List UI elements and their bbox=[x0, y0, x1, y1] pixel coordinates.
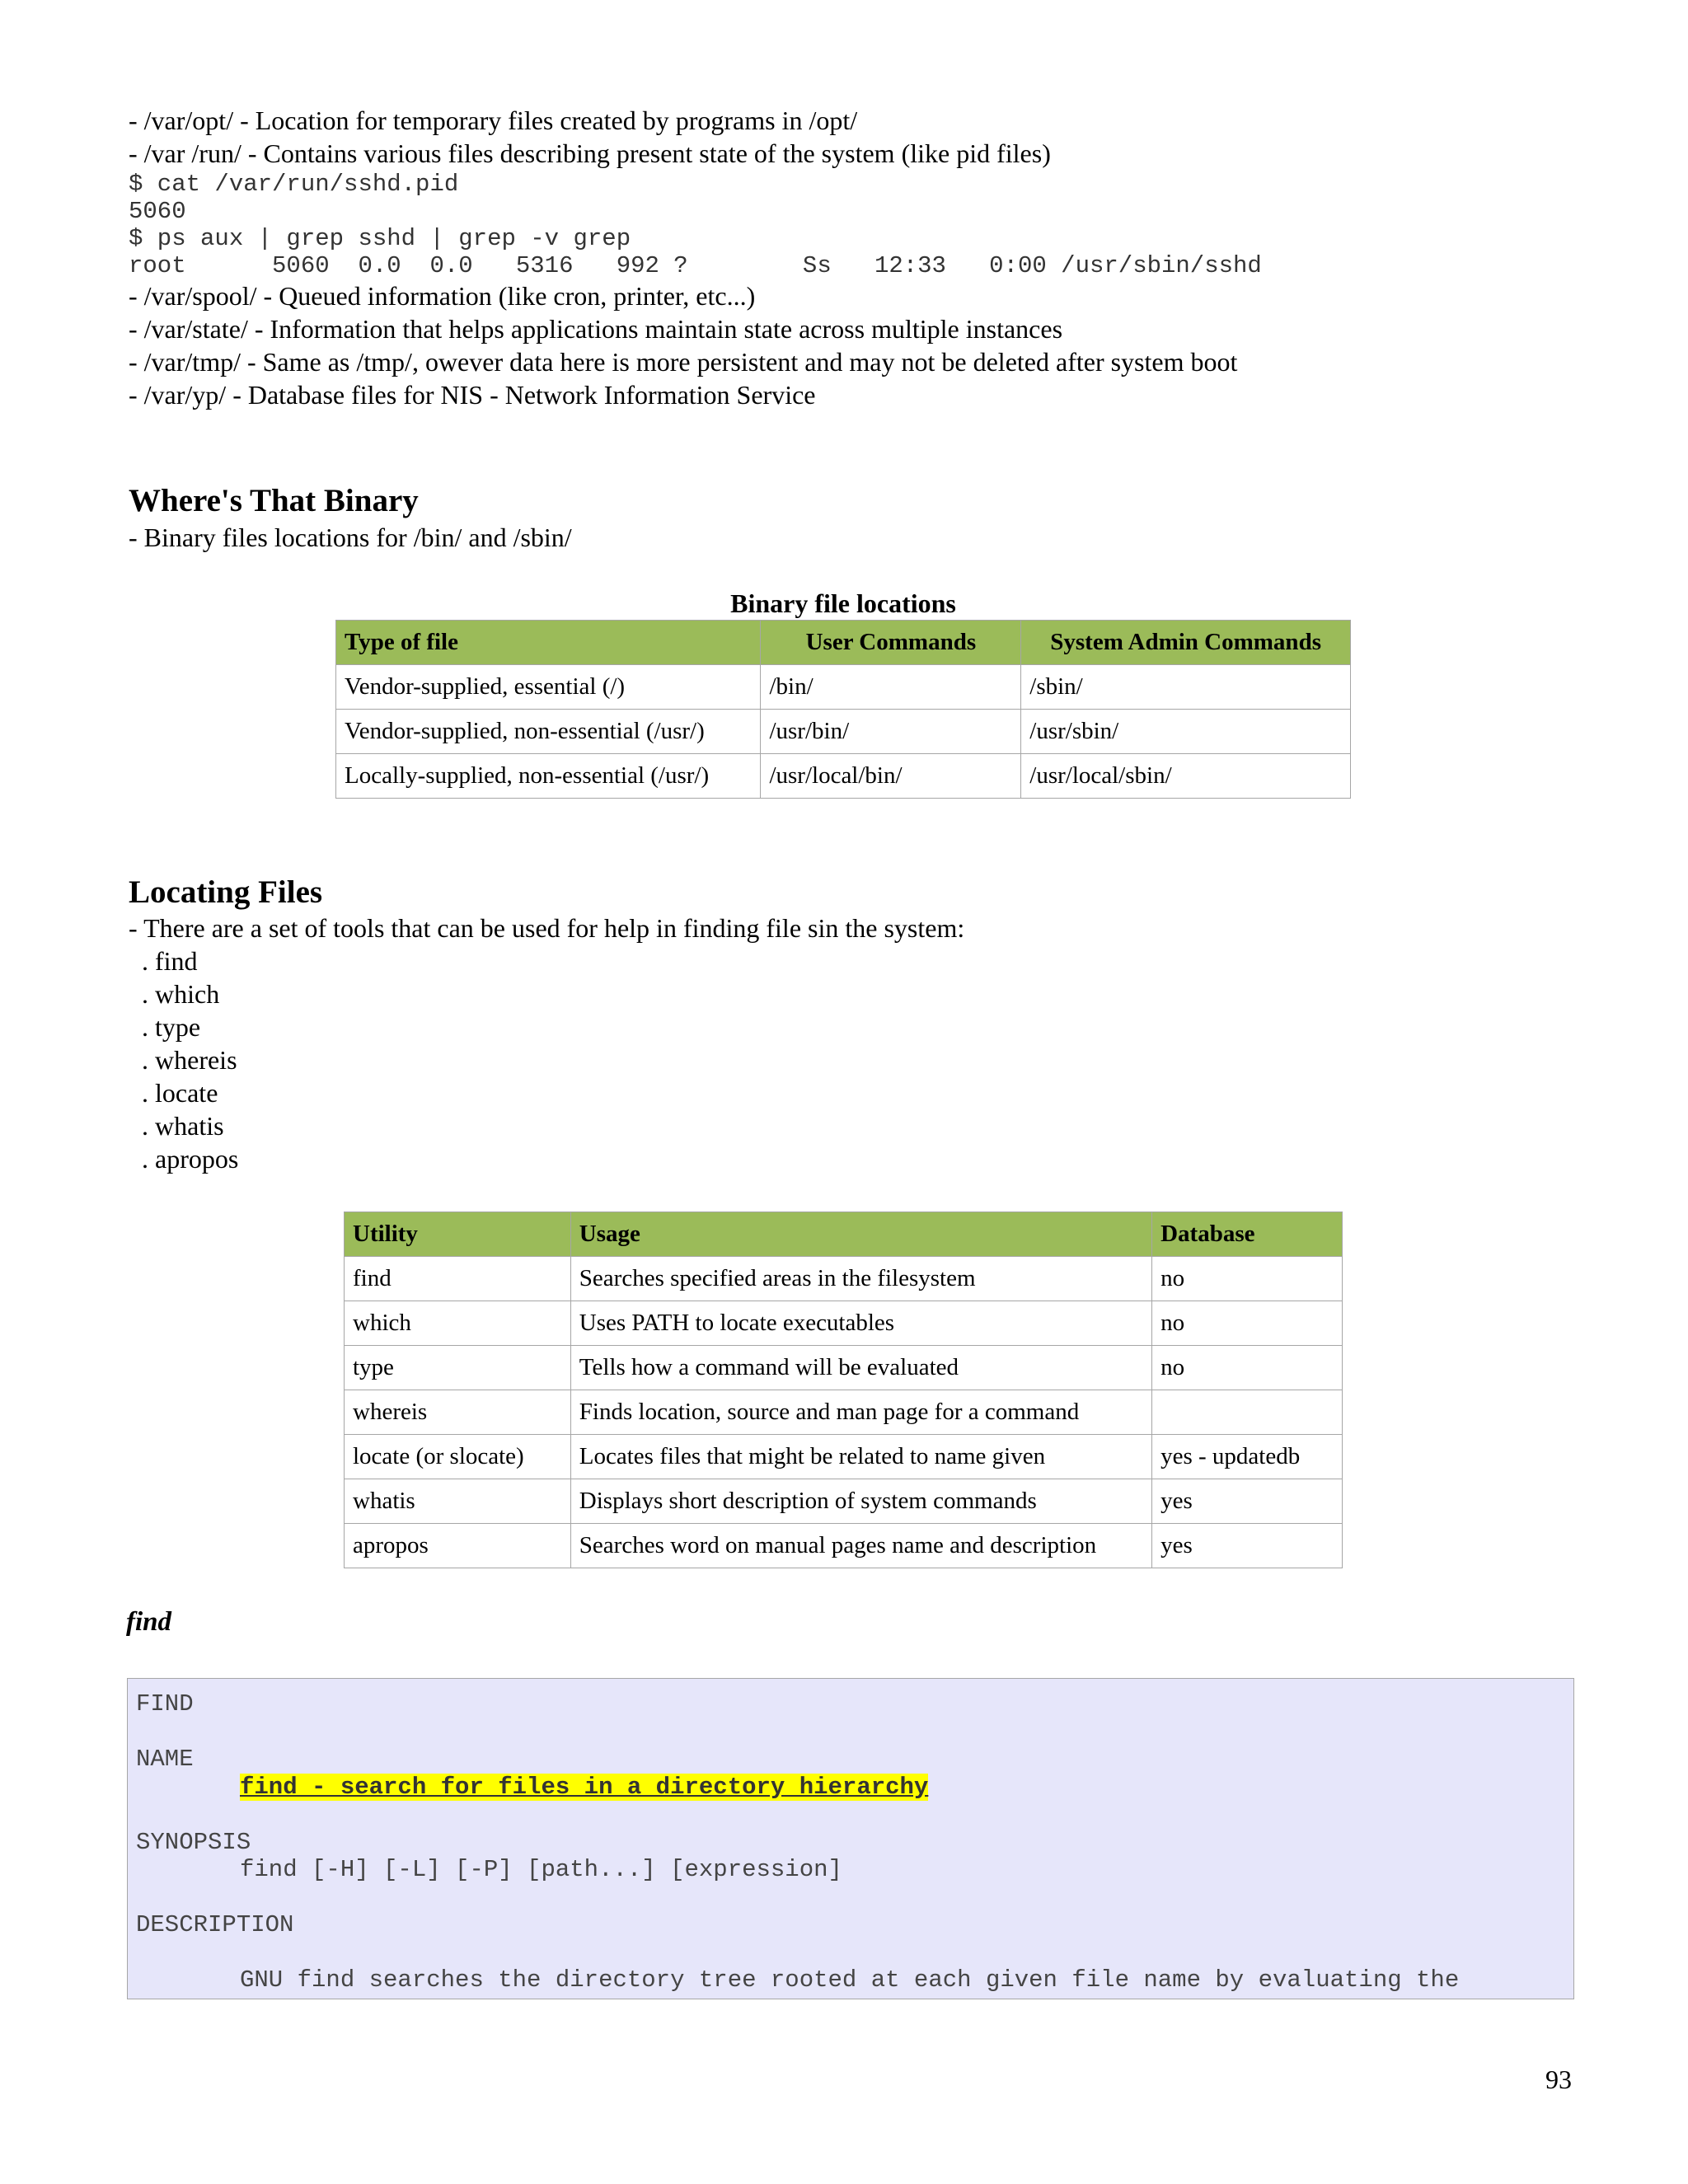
list-item: . type bbox=[129, 1012, 201, 1042]
list-item: . apropos bbox=[129, 1144, 239, 1174]
table-cell: Locally-supplied, non-essential (/usr/) bbox=[336, 754, 761, 799]
text-line: - /var/yp/ - Database files for NIS - Network Information Service bbox=[129, 380, 816, 410]
table-cell: /usr/local/sbin/ bbox=[1021, 754, 1351, 799]
table-cell: no bbox=[1152, 1301, 1343, 1346]
table-cell: no bbox=[1152, 1257, 1343, 1301]
table-cell: /sbin/ bbox=[1021, 665, 1351, 710]
list-item: . which bbox=[129, 979, 220, 1009]
table-cell: yes bbox=[1152, 1479, 1343, 1524]
blank-line bbox=[136, 1718, 1565, 1746]
table-row bbox=[336, 754, 1351, 799]
table-cell: no bbox=[1152, 1346, 1343, 1390]
table-cell: Locates files that might be related to name given bbox=[570, 1435, 1151, 1479]
text-line: - /var/opt/ - Location for temporary files created by programs in /opt/ bbox=[129, 105, 858, 135]
table-header-row bbox=[345, 1212, 1343, 1257]
text-line: - /var /run/ - Contains various files describing present state of the system (like pid files) bbox=[129, 138, 1051, 168]
table-cell: Searches specified areas in the filesystem bbox=[570, 1257, 1151, 1301]
table-cell: /usr/sbin/ bbox=[1021, 710, 1351, 754]
table-row bbox=[345, 1301, 1343, 1346]
column-header: Type of file bbox=[336, 621, 761, 665]
man-synopsis-line: find [-H] [-L] [-P] [path...] [expression] bbox=[240, 1856, 842, 1883]
table-cell: /usr/local/bin/ bbox=[761, 754, 1021, 799]
subsection-heading: find bbox=[126, 1607, 172, 1637]
list-item: . whereis bbox=[129, 1045, 237, 1075]
binary-locations-table bbox=[335, 620, 1351, 799]
man-label: SYNOPSIS bbox=[136, 1828, 251, 1856]
blank-line bbox=[136, 1801, 1565, 1829]
list-item: . find bbox=[129, 946, 198, 976]
table-cell: yes bbox=[1152, 1524, 1343, 1568]
table-cell: whereis bbox=[345, 1390, 571, 1435]
table-cell: Searches word on manual pages name and description bbox=[570, 1524, 1151, 1568]
table-row bbox=[345, 1346, 1343, 1390]
column-header: System Admin Commands bbox=[1021, 621, 1351, 665]
code-line: $ ps aux | grep sshd | grep -v grep bbox=[129, 225, 631, 252]
table-row bbox=[336, 710, 1351, 754]
table-cell: Tells how a command will be evaluated bbox=[570, 1346, 1151, 1390]
man-name-line bbox=[136, 1774, 1565, 1802]
list-item: . whatis bbox=[129, 1111, 224, 1141]
blank-line bbox=[136, 1939, 1565, 1967]
table-cell: Vendor-supplied, non-essential (/usr/) bbox=[336, 710, 761, 754]
code-line: $ cat /var/run/sshd.pid bbox=[129, 171, 459, 198]
table-cell: locate (or slocate) bbox=[345, 1435, 571, 1479]
text-line: - /var/tmp/ - Same as /tmp/, owever data here is more persistent and may not be deleted after system boot bbox=[129, 347, 1238, 377]
blank-line bbox=[136, 1884, 1565, 1912]
table-cell: which bbox=[345, 1301, 571, 1346]
table-caption: Binary file locations bbox=[730, 588, 956, 618]
table-cell: /bin/ bbox=[761, 665, 1021, 710]
page-number: 93 bbox=[1545, 2064, 1572, 2094]
table-cell: yes - updatedb bbox=[1152, 1435, 1343, 1479]
column-header: Database bbox=[1152, 1212, 1343, 1257]
table-cell: Finds location, source and man page for a command bbox=[570, 1390, 1151, 1435]
section-heading: Where's That Binary bbox=[129, 483, 419, 518]
table-row bbox=[345, 1390, 1343, 1435]
table-row bbox=[345, 1257, 1343, 1301]
text-line: - /var/state/ - Information that helps applications maintain state across multiple instances bbox=[129, 314, 1063, 344]
table-cell: apropos bbox=[345, 1524, 571, 1568]
highlighted-text: find - search for files in a directory hierarchy bbox=[240, 1773, 929, 1801]
table-row bbox=[345, 1524, 1343, 1568]
code-line: root 5060 0.0 0.0 5316 992 ? Ss 12:33 0:00 /usr/sbin/sshd bbox=[129, 252, 1262, 279]
table-cell: find bbox=[345, 1257, 571, 1301]
man-label: DESCRIPTION bbox=[136, 1911, 294, 1938]
table-cell: Vendor-supplied, essential (/) bbox=[336, 665, 761, 710]
text-line: - /var/spool/ - Queued information (like cron, printer, etc...) bbox=[129, 281, 756, 311]
section-intro: - Binary files locations for /bin/ and /sbin/ bbox=[129, 523, 572, 552]
table-cell: Uses PATH to locate executables bbox=[570, 1301, 1151, 1346]
column-header: User Commands bbox=[761, 621, 1021, 665]
table-cell: Displays short description of system commands bbox=[570, 1479, 1151, 1524]
binary-table-block bbox=[335, 587, 1351, 799]
man-description-line: GNU find searches the directory tree rooted at each given file name by evaluating the bbox=[240, 1966, 1460, 1994]
list-item: . locate bbox=[129, 1078, 218, 1108]
table-header-row bbox=[336, 621, 1351, 665]
locating-intro-block bbox=[129, 912, 964, 1175]
section-intro: - There are a set of tools that can be used for help in finding file sin the system: bbox=[129, 913, 965, 943]
var-section bbox=[129, 104, 1262, 411]
section-heading: Locating Files bbox=[129, 874, 323, 910]
column-header: Utility bbox=[345, 1212, 571, 1257]
man-label: NAME bbox=[136, 1746, 194, 1773]
table-row bbox=[336, 665, 1351, 710]
table-cell: type bbox=[345, 1346, 571, 1390]
man-page-box bbox=[127, 1678, 1574, 1999]
table-row bbox=[345, 1435, 1343, 1479]
table-cell: /usr/bin/ bbox=[761, 710, 1021, 754]
table-cell bbox=[1152, 1390, 1343, 1435]
column-header: Usage bbox=[570, 1212, 1151, 1257]
code-line: 5060 bbox=[129, 198, 186, 225]
man-title: FIND bbox=[136, 1690, 194, 1718]
table-row bbox=[345, 1479, 1343, 1524]
locating-tools-table bbox=[344, 1212, 1343, 1568]
table-cell: whatis bbox=[345, 1479, 571, 1524]
